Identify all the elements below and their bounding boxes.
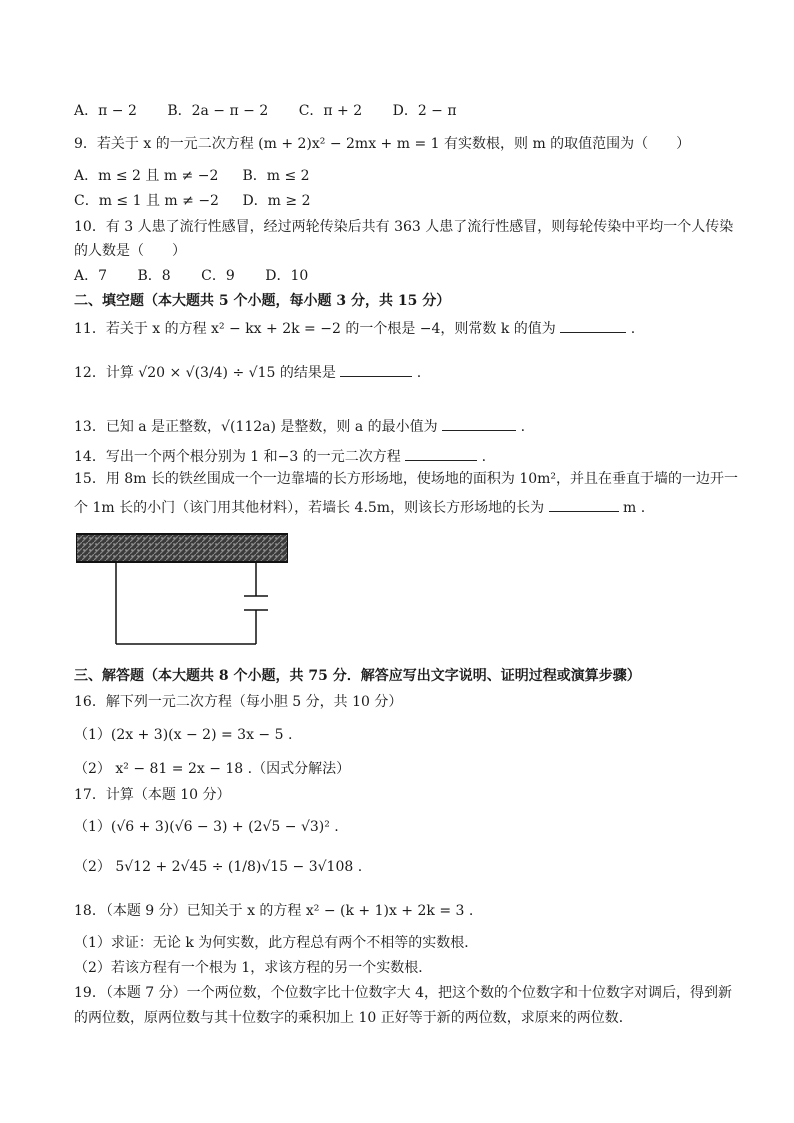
q12 <box>74 362 421 382</box>
q13-text: 13．已知 a 是正整数，√(112a) 是整数，则 a 的最小值为 <box>74 419 438 435</box>
q18-title: 18．（本题 9 分）已知关于 x 的方程 x² − (k + 1)x + 2k = 3 . <box>74 903 474 919</box>
q14 <box>74 446 486 466</box>
q13 <box>74 416 525 436</box>
q16-part2: （2） x² − 81 = 2x − 18 .（因式分解法） <box>74 761 351 777</box>
q10-option-a: A．7 <box>74 268 108 284</box>
q17-title: 17．计算（本题 10 分） <box>74 787 231 803</box>
q10-option-b: B．8 <box>137 268 171 284</box>
q10-options <box>74 267 334 285</box>
q9-option-d: D．m ≥ 2 <box>242 193 311 209</box>
q16-part1: （1）(2x + 3)(x − 2) = 3x − 5 . <box>74 727 293 743</box>
q19-line1: 19．（本题 7 分）一个两位数，个位数字比十位数字大 4，把这个数的个位数字和十位数字对调后，得到新 <box>74 985 732 1001</box>
q17-part1: （1）(√6 + 3)(√6 − 3) + (2√5 − √3)² . <box>74 819 339 835</box>
q15-line1: 15．用 8m 长的铁丝围成一个一边靠墙的长方形场地，使场地的面积为 10m²，并且在垂直于墙的一边开一 <box>74 471 739 487</box>
q9-option-a: A．m ≤ 2 且 m ≠ −2 <box>74 168 219 184</box>
q15-unit: m . <box>622 500 646 516</box>
q8-options <box>74 102 483 120</box>
wall-enclosure-figure <box>76 530 288 648</box>
q15-line2-text: 个 1m 长的小门（该门用其他材料），若墙长 4.5m，则该长方形场地的长为 <box>74 500 545 516</box>
q8-option-a: A．π − 2 <box>74 103 137 119</box>
q9-option-c: C．m ≤ 1 且 m ≠ −2 <box>74 193 219 209</box>
q11-text: 11．若关于 x 的方程 x² − kx + 2k = −2 的一个根是 −4，则常数 k 的值为 <box>74 321 556 337</box>
q8-option-d: D．2 − π <box>392 103 457 119</box>
q12-suffix: 的结果是 <box>279 365 336 381</box>
q11-end: . <box>630 321 636 337</box>
q15-answer-blank[interactable] <box>549 497 619 512</box>
q8-option-c: C．π + 2 <box>298 103 363 119</box>
wall <box>76 534 288 562</box>
section3-heading: 三、解答题（本大题共 8 个小题，共 75 分．解答应写出文字说明、证明过程或演算步骤） <box>74 668 641 684</box>
q11-answer-blank[interactable] <box>560 318 626 333</box>
q14-text: 14．写出一个两个根分别为 1 和−3 的一元二次方程 <box>74 449 401 465</box>
q12-prefix: 12．计算 <box>74 365 134 381</box>
q8-option-b: B．2a − π − 2 <box>167 103 269 119</box>
q14-answer-blank[interactable] <box>405 446 477 461</box>
q12-expression: √20 × √(3/4) ÷ √15 <box>138 365 276 381</box>
q10-stem-line1: 10．有 3 人患了流行性感冒，经过两轮传染后共有 363 人患了流行性感冒，则每轮传染中平均一个人传染 <box>74 219 734 235</box>
section2-heading: 二、填空题（本大题共 5 个小题，每小题 3 分，共 15 分） <box>74 293 451 309</box>
q14-end: . <box>481 449 487 465</box>
q9-option-b: B．m ≤ 2 <box>242 168 310 184</box>
q15-line2 <box>74 497 645 517</box>
q19-line2: 的两位数，原两位数与其十位数字的乘积加上 10 正好等于新的两位数，求原来的两位数． <box>74 1010 633 1026</box>
q13-end: . <box>520 419 526 435</box>
q18-part2: （2）若该方程有一个根为 1，求该方程的另一个实数根． <box>74 960 433 976</box>
q10-stem-line2: 的人数是（ ） <box>74 243 186 259</box>
q12-answer-blank[interactable] <box>340 362 412 377</box>
q17-part2: （2） 5√12 + 2√45 ÷ (1/8)√15 − 3√108 . <box>74 859 363 875</box>
q12-end: . <box>416 365 422 381</box>
q16-title: 16．解下列一元二次方程（每小胆 5 分，共 10 分） <box>74 694 403 710</box>
q11 <box>74 318 635 338</box>
q10-option-c: C．9 <box>201 268 235 284</box>
q18-part1: （1）求证：无论 k 为何实数，此方程总有两个不相等的实数根． <box>74 935 479 951</box>
q9-stem: 9．若关于 x 的一元二次方程 (m + 2)x² − 2mx + m = 1 有实数根，则 m 的取值范围为（ ） <box>74 136 691 152</box>
q9-options-row2 <box>74 192 311 210</box>
q9-options-row1 <box>74 167 310 185</box>
q13-answer-blank[interactable] <box>442 416 516 431</box>
q10-option-d: D．10 <box>265 268 309 284</box>
